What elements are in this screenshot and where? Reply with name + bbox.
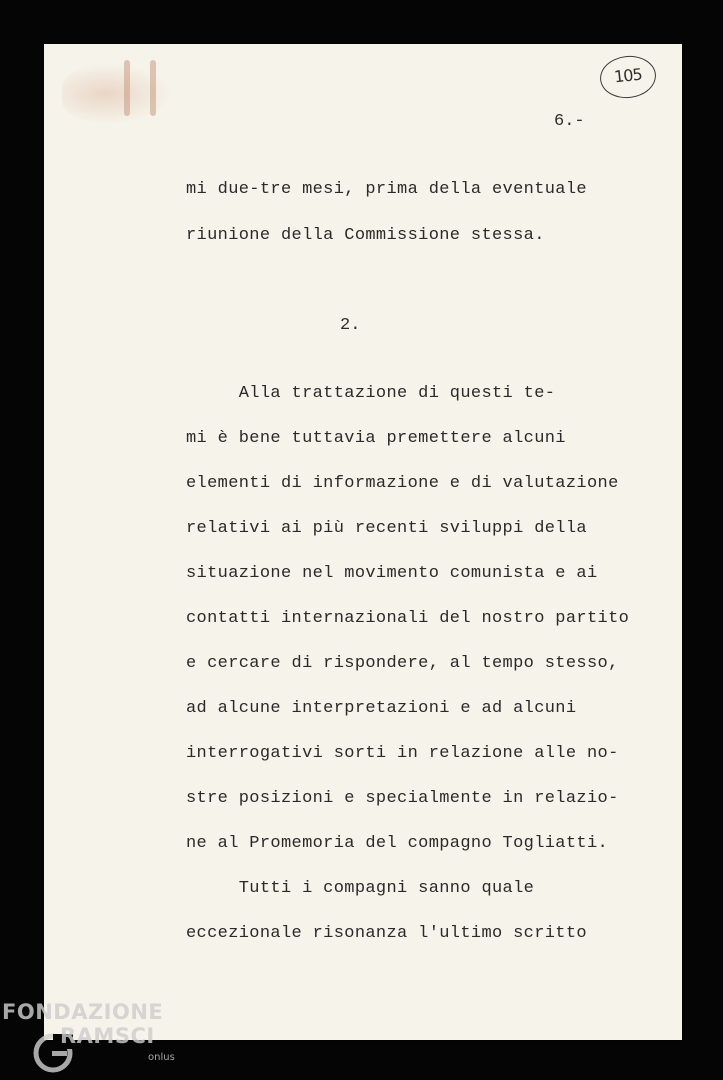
stamp-number: 105 <box>613 64 643 87</box>
watermark-suffix: onlus <box>148 1052 175 1063</box>
text-line-7: e cercare di rispondere, al tempo stesso, <box>186 654 619 673</box>
text-line-4: relativi ai più recenti sviluppi della <box>186 519 587 538</box>
text-line-11: ne al Promemoria del compagno Togliatti. <box>186 834 609 853</box>
text-line-10: stre posizioni e specialmente in relazio- <box>186 789 619 808</box>
text-line-2: mi è bene tuttavia premettere alcuni <box>186 429 566 448</box>
text-line-6: contatti internazionali del nostro partito <box>186 609 630 628</box>
text-line-12: Tutti i compagni sanno quale <box>186 879 535 898</box>
stain-mark-right <box>150 60 156 116</box>
text-line-9: interrogativi sorti in relazione alle no- <box>186 744 619 763</box>
text-line-5: situazione nel movimento comunista e ai <box>186 564 598 583</box>
foundation-watermark <box>2 998 192 1080</box>
text-line-top-2: riunione della Commissione stessa. <box>186 226 545 245</box>
text-line-top-1: mi due-tre mesi, prima della eventuale <box>186 180 587 199</box>
text-line-3: elementi di informazione e di valutazione <box>186 474 619 493</box>
watermark-line-1: FONDAZIONE <box>2 1000 164 1024</box>
text-line-1: Alla trattazione di questi te- <box>186 384 556 403</box>
archive-page-stamp <box>598 53 658 101</box>
stain-mark-left <box>124 60 130 116</box>
watermark-line-2: RAMSCI <box>60 1024 155 1048</box>
text-line-8: ad alcune interpretazioni e ad alcuni <box>186 699 577 718</box>
section-number: 2. <box>340 316 361 335</box>
document-page <box>44 44 682 1040</box>
page-number: 6.- <box>554 112 585 131</box>
text-line-13: eccezionale risonanza l'ultimo scritto <box>186 924 587 943</box>
